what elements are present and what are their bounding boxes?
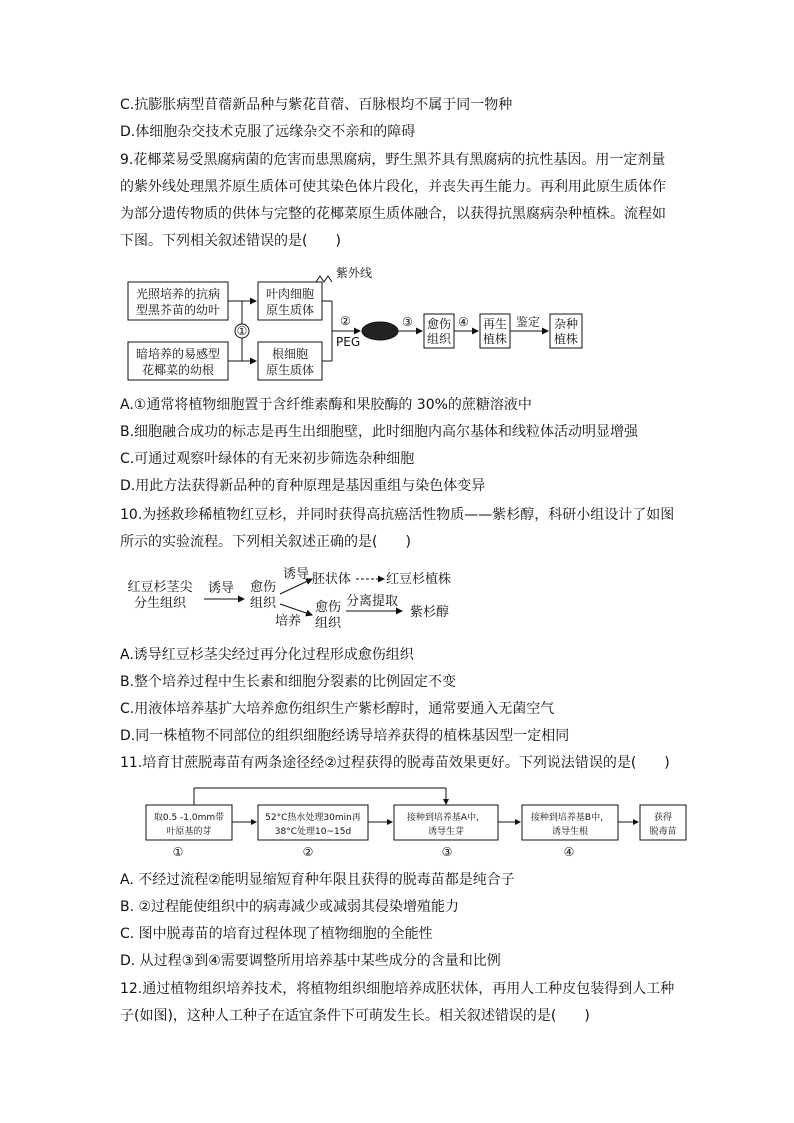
- q10-embryoid-label: 胚状体: [312, 572, 352, 587]
- q11-option-b: B. ②过程能使组织中的病毒减少或减弱其侵染增殖能力: [120, 899, 460, 915]
- q9-fused-cell-icon: [362, 322, 398, 340]
- q10-option-a: A.诱导红豆杉茎尖经过再分化过程形成愈伤组织: [120, 647, 414, 663]
- q11-box-1-line2: 叶原基的芽: [166, 827, 212, 837]
- q10-taxol-label: 紫杉醇: [410, 605, 450, 620]
- q11-stem: 11.培育甘蔗脱毒苗有两条途径经②过程获得的脱毒苗效果更好。下列说法错误的是( ): [120, 755, 670, 771]
- q11-box-4-line2: 诱导生根: [551, 827, 589, 837]
- q9-box-d-line1: 根细胞: [271, 347, 309, 361]
- q9-identify-label: 鉴定: [516, 315, 541, 329]
- q9-option-b: B.细胞融合成功的标志是再生出细胞壁，此时细胞内高尔基体和线粒体活动明显增强: [120, 424, 639, 440]
- q9-stem-line-2: 的紫外线处理黑芥原生质体可使其染色体片段化，并丧失再生能力。再利用此原生质体作: [120, 179, 666, 195]
- q10-callus2-line1: 愈伤: [314, 600, 342, 615]
- q10-callus-line1: 愈伤: [249, 580, 277, 595]
- q9-step-4-label: ④: [458, 315, 469, 329]
- q12-stem-line-2: 子(如图)，这种人工种子在适宜条件下可萌发生长。相关叙述错误的是( ): [120, 1008, 590, 1024]
- q9-regen-line2: 植株: [482, 332, 508, 346]
- q10-flow-diagram: [120, 560, 480, 638]
- q10-induce2-label: 诱导: [283, 567, 310, 582]
- q9-option-c: C.可通过观察叶绿体的有无来初步筛选杂种细胞: [120, 451, 415, 467]
- q8-option-c: C.抗膨胀病型苜蓿新品种与紫花苜蓿、百脉根均不属于同一物种: [120, 97, 513, 113]
- q9-option-d: D.用此方法获得新品种的育种原理是基因重组与染色体变异: [120, 478, 486, 494]
- q10-source-line2: 分生组织: [133, 596, 187, 611]
- q9-box-b-line2: 花椰菜的幼根: [141, 363, 215, 377]
- q8-option-d: D.体细胞杂交技术克服了远缘杂交不亲和的障碍: [120, 124, 416, 140]
- q10-extract-label: 分离提取: [346, 594, 399, 609]
- q10-callus-line2: 组织: [249, 596, 277, 611]
- q10-induce-label: 诱导: [208, 581, 235, 596]
- q10-option-c: C.用液体培养基扩大培养愈伤组织生产紫杉醇时，通常要通入无菌空气: [120, 701, 555, 717]
- q9-callus-line1: 愈伤: [426, 317, 452, 331]
- q9-step-1-label: ①: [236, 324, 248, 338]
- q9-step-2-label: ②: [340, 314, 351, 328]
- q11-step-1-label: ①: [172, 845, 184, 859]
- q11-box-3-line2: 诱导生芽: [427, 827, 465, 837]
- q9-box-a-line2: 型黑芥苗的幼叶: [135, 303, 221, 317]
- q9-uv-label: 紫外线: [336, 266, 373, 280]
- q11-step-4-label: ④: [563, 845, 575, 859]
- q9-box-a-line1: 光照培养的抗病: [135, 287, 221, 301]
- q11-option-a: A. 不经过流程②能明显缩短育种年限且获得的脱毒苗都是纯合子: [120, 872, 515, 888]
- q9-callus-line2: 组织: [426, 332, 452, 346]
- q9-hybrid-line2: 植株: [553, 332, 579, 346]
- q11-box-4-line1: 接种到培养基B中，: [530, 813, 610, 823]
- q9-stem-line-1: 9.花椰菜易受黑腐病菌的危害而患黑腐病，野生黑芥具有黑腐病的抗性基因。用一定剂量: [120, 152, 666, 168]
- q12-stem-line-1: 12.通过植物组织培养技术，将植物组织细胞培养成胚状体，再用人工种皮包装得到人工种: [120, 981, 675, 997]
- q9-step-3-label: ③: [402, 315, 413, 329]
- q10-callus2-line2: 组织: [314, 616, 342, 631]
- q11-box-5-line1: 获得: [653, 813, 673, 823]
- q11-step-3-label: ③: [441, 845, 453, 859]
- q9-stem-line-4: 下图。下列相关叙述错误的是( ): [120, 233, 341, 249]
- q9-option-a: A.①通常将植物细胞置于含纤维素酶和果胶酶的 30%的蔗糖溶液中: [120, 397, 532, 413]
- q9-hybrid-line1: 杂种: [553, 317, 579, 331]
- q11-box-3-line1: 接种到培养基A中，: [406, 813, 486, 823]
- q11-flow-diagram: [140, 780, 700, 862]
- q10-stem-line-2: 所示的实验流程。下列相关叙述正确的是( ): [120, 534, 411, 550]
- q11-box-1-line1: 取0.5 -1.0mm带: [153, 813, 225, 823]
- q9-box-b-line1: 暗培养的易感型: [135, 347, 221, 361]
- q10-source-line1: 红豆杉茎尖: [127, 580, 193, 595]
- q9-box-c-line2: 原生质体: [265, 303, 315, 317]
- q11-option-d: D. 从过程③到④需要调整所用培养基中某些成分的含量和比例: [120, 953, 501, 969]
- q9-stem-line-3: 为部分遗传物质的供体与完整的花椰菜原生质体融合，以获得抗黑腐病杂种植株。流程如: [120, 206, 666, 222]
- q9-regen-line1: 再生: [482, 317, 508, 331]
- q9-uv-zigzag-icon: [316, 276, 332, 282]
- q9-box-c-line1: 叶肉细胞: [265, 287, 315, 301]
- q9-flow-diagram: [120, 262, 620, 387]
- q9-peg-label: PEG: [336, 335, 361, 349]
- q9-box-d-line2: 原生质体: [265, 363, 315, 377]
- q10-stem-line-1: 10.为拯救珍稀植物红豆杉，并同时获得高抗癌活性物质——紫杉醇，科研小组设计了如图: [120, 507, 675, 523]
- q10-plant-label: 红豆杉植株: [386, 572, 452, 587]
- q10-option-d: D.同一株植物不同部位的组织细胞经诱导培养获得的植株基因型一定相同: [120, 728, 570, 744]
- q10-culture-label: 培养: [275, 614, 302, 629]
- q11-step-2-label: ②: [302, 845, 314, 859]
- q11-box-2-line2: 38°C处理10~15d: [274, 827, 352, 837]
- q11-box-2-line1: 52°C热水处理30min再: [265, 813, 361, 823]
- q11-option-c: C. 图中脱毒苗的培育过程体现了植物细胞的全能性: [120, 926, 433, 942]
- q11-box-5-line2: 脱毒苗: [649, 827, 677, 837]
- q10-option-b: B.整个培养过程中生长素和细胞分裂素的比例固定不变: [120, 674, 457, 690]
